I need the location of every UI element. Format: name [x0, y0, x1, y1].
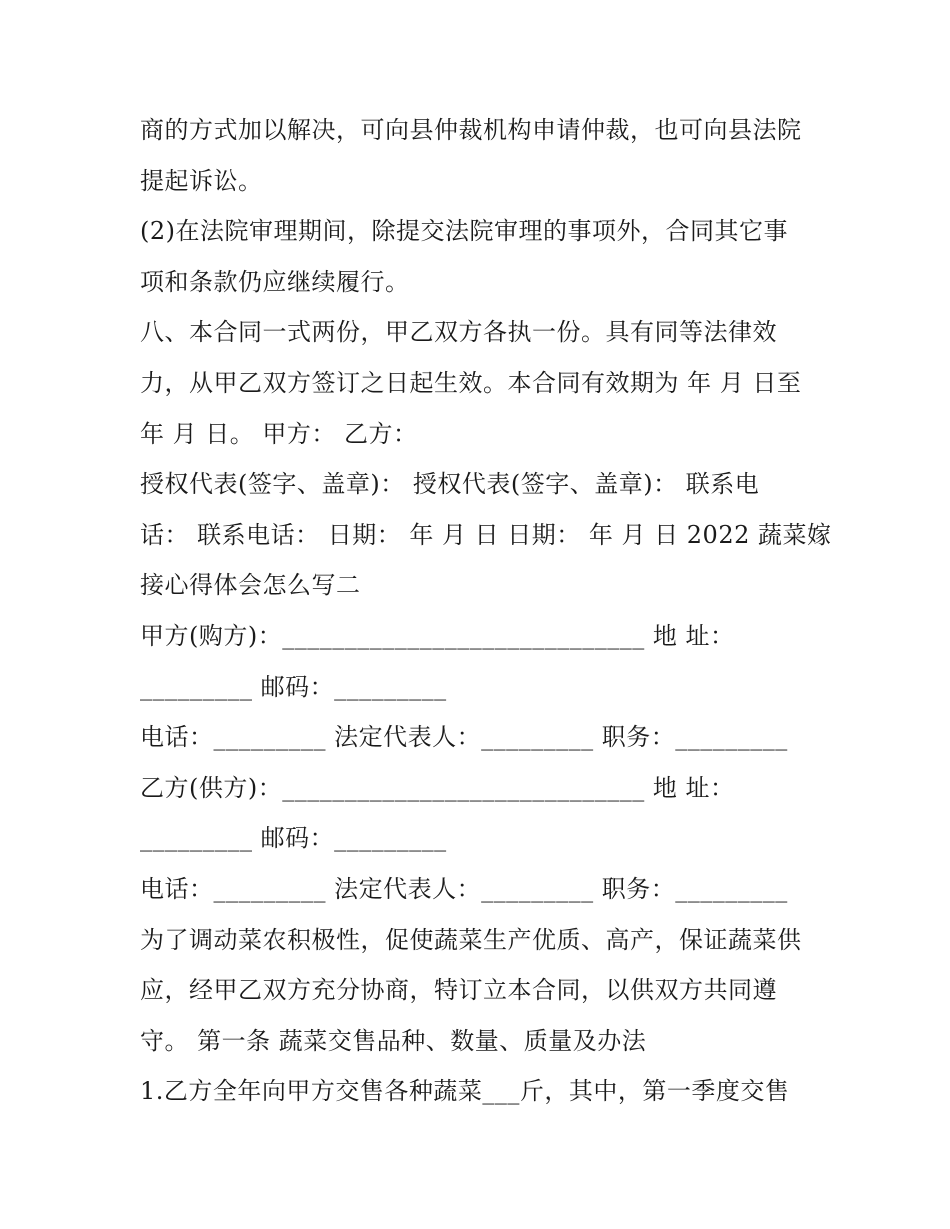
text-line: 项和条款仍应继续履行。: [140, 267, 410, 296]
text-line: 授权代表(签字、盖章)： 授权代表(签字、盖章)： 联系电: [140, 470, 760, 499]
text-line: 年 月 日。 甲方： 乙方：: [140, 419, 418, 448]
text-line: 提起诉讼。: [140, 166, 263, 195]
text-line: 力，从甲乙双方签订之日起生效。本合同有效期为 年 月 日至: [140, 368, 802, 397]
document-body: [140, 105, 832, 1117]
text-line: 话： 联系电话： 日期： 年 月 日 日期： 年 月 日 2022 蔬菜嫁: [140, 520, 832, 549]
text-line: 八、本合同一式两份，甲乙双方各执一份。具有同等法律效: [140, 318, 777, 347]
text-line: 商的方式加以解决，可向县仲裁机构申请仲裁，也可向县法院: [140, 116, 802, 144]
text-line: _________ 邮码：_________: [140, 824, 447, 853]
text-line: 电话：_________ 法定代表人：_________ 职务：_________: [140, 723, 788, 752]
text-line: _________ 邮码：_________: [140, 672, 447, 701]
text-line: 1.乙方全年向甲方交售各种蔬菜___斤，其中，第一季度交售: [140, 1077, 790, 1106]
text-line: (2)在法院审理期间，除提交法院审理的事项外，合同其它事: [140, 217, 788, 246]
text-line: 应，经甲乙双方充分协商，特订立本合同，以供双方共同遵: [140, 976, 777, 1005]
text-line: 甲方(购方)：_____________________________ 地 址：: [140, 621, 735, 650]
text-line: 电话：_________ 法定代表人：_________ 职务：_________: [140, 874, 788, 903]
text-line: 乙方(供方)：_____________________________ 地 址：: [140, 773, 735, 802]
text-line: 为了调动菜农积极性，促使蔬菜生产优质、高产，保证蔬菜供: [140, 925, 802, 954]
text-line: 接心得体会怎么写二: [140, 571, 361, 600]
text-line: 守。 第一条 蔬菜交售品种、数量、质量及办法: [140, 1026, 647, 1055]
